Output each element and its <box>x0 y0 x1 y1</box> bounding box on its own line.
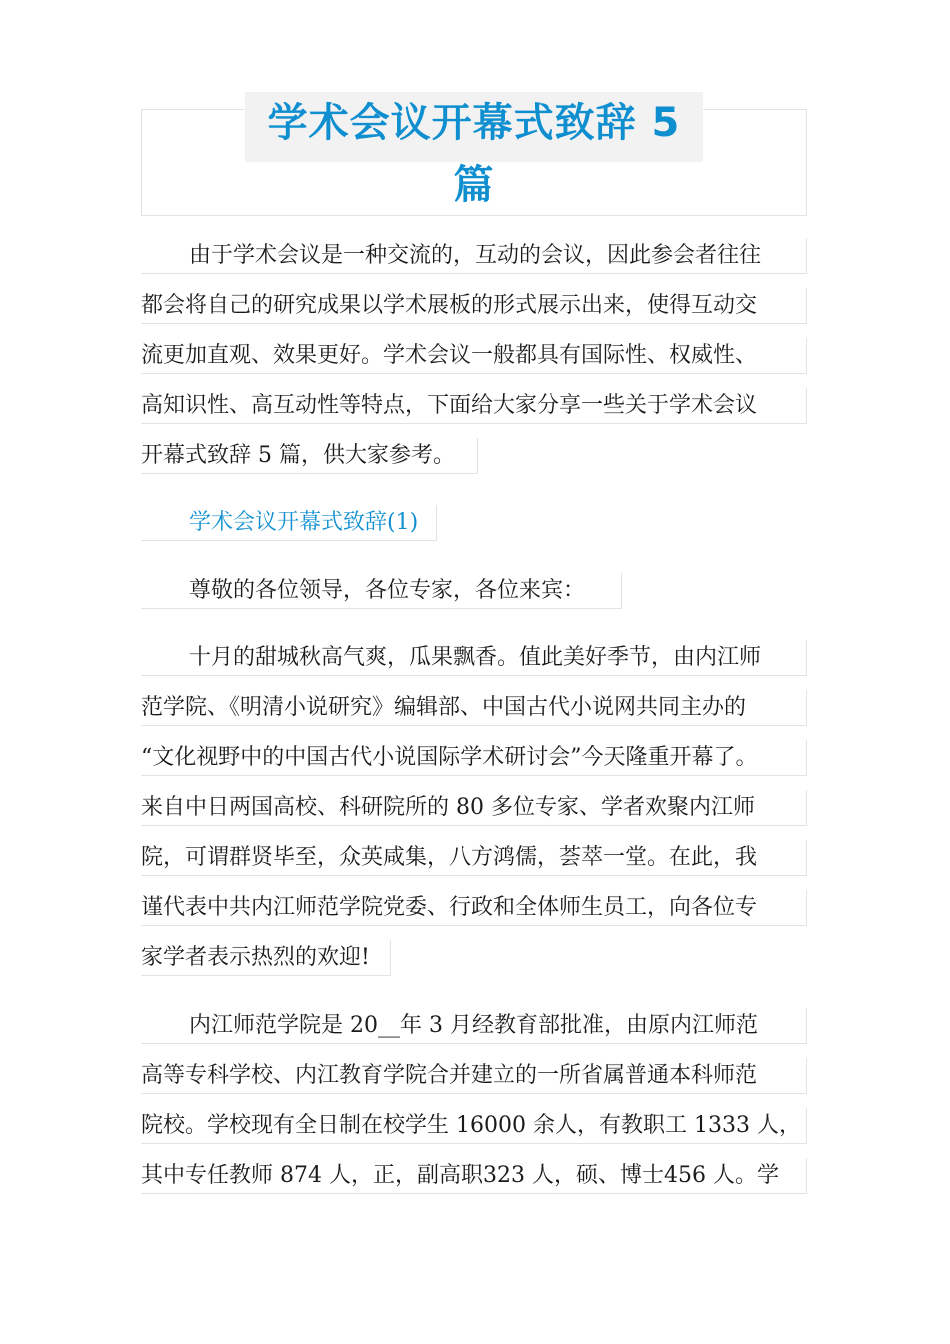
paragraph1-line-1: 十月的甜城秋高气爽，瓜果飘香。值此美好季节，由内江师 <box>141 640 807 676</box>
paragraph1-line-6: 谨代表中共内江师范学院党委、行政和全体师生员工，向各位专 <box>141 890 807 926</box>
intro-line-2: 都会将自己的研究成果以学术展板的形式展示出来，使得互动交 <box>141 288 807 324</box>
paragraph2-line-2: 高等专科学校、内江教育学院合并建立的一所省属普通本科师范 <box>141 1058 807 1094</box>
section-heading: 学术会议开幕式致辞(1) <box>141 505 437 541</box>
paragraph2-line-1: 内江师范学院是 20__年 3 月经教育部批准，由原内江师范 <box>141 1008 807 1044</box>
intro-line-1: 由于学术会议是一种交流的，互动的会议，因此参会者往往 <box>141 238 807 274</box>
paragraph1-line-2: 范学院、《明清小说研究》编辑部、中国古代小说网共同主办的 <box>141 690 807 726</box>
paragraph1-line-5: 院，可谓群贤毕至，众英咸集，八方鸿儒，荟萃一堂。在此，我 <box>141 840 807 876</box>
paragraph1-line-3: “文化视野中的中国古代小说国际学术研讨会”今天隆重开幕了。 <box>141 740 807 776</box>
salutation: 尊敬的各位领导，各位专家，各位来宾： <box>141 573 622 609</box>
paragraph2-line-3: 院校。学校现有全日制在校学生 16000 余人，有教职工 1333 人， <box>141 1108 807 1144</box>
intro-line-4: 高知识性、高互动性等特点，下面给大家分享一些关于学术会议 <box>141 388 807 424</box>
intro-line-3: 流更加直观、效果更好。学术会议一般都具有国际性、权威性、 <box>141 338 807 374</box>
paragraph2-line-4: 其中专任教师 874 人，正，副高职323 人，硕、博士456 人。学 <box>141 1158 807 1194</box>
paragraph1-line-7: 家学者表示热烈的欢迎! <box>141 940 391 976</box>
intro-line-5: 开幕式致辞 5 篇，供大家参考。 <box>141 438 478 474</box>
document-title: 学术会议开幕式致辞 5 篇 <box>245 92 703 162</box>
paragraph1-line-4: 来自中日两国高校、科研院所的 80 多位专家、学者欢聚内江师 <box>141 790 807 826</box>
